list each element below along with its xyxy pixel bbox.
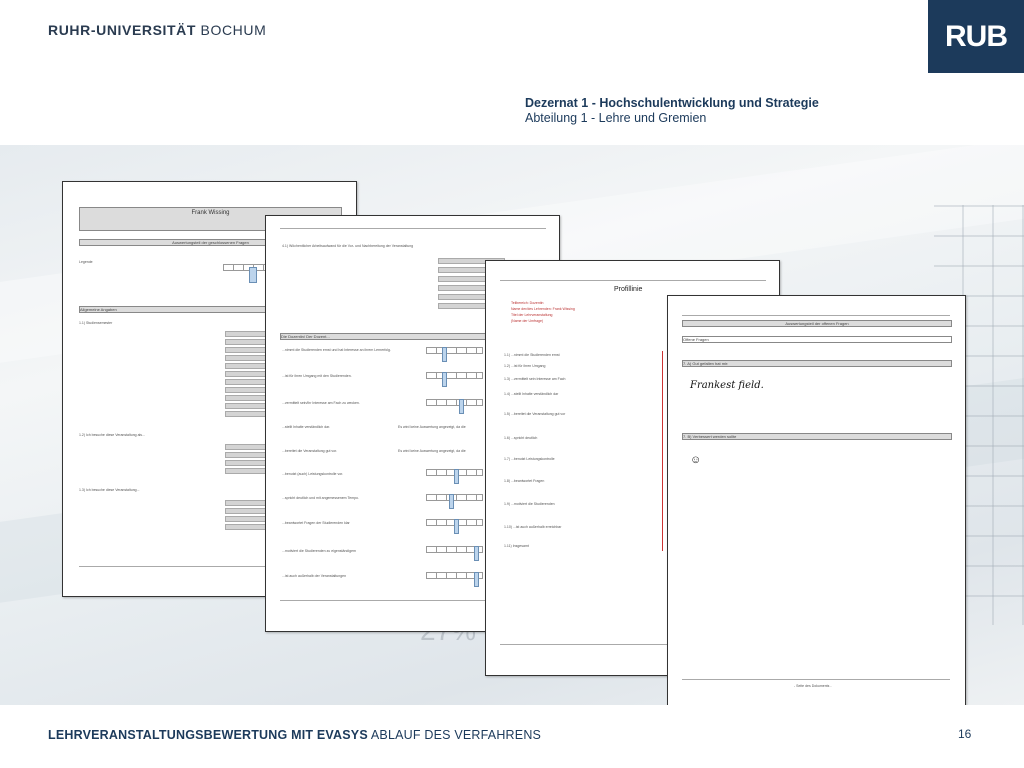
department-info	[525, 96, 819, 126]
rub-logo: RUB	[928, 0, 1024, 73]
question-label: ...ist für ihren Umgang mit den Studierenden.	[282, 374, 352, 378]
report-page-3: Profillinie Teilbereich: Dozentin Name der/des Lehrenden: Frank Wissing Titel der Lehrveranstaltung (Name der Umfrage) 1.1) ...nimmt die Studierenden ernst 1.2) ...ist für ihren Umgang 1.3) ...vermittelt sein Interesse am Fach 1.4) ...stellt Inhalte verständlich dar 1.5) ...bereitet die Veranstaltung gut vor 1.6) ...spricht deutlich 1.7) ...benutzt Leistungskontrolle 1.8) ...beantwortet Fragen 1.9) ...motiviert die Studierenden 1.10) ...ist auch außerhalb erreichbar 1.11) Insgesamt	[485, 260, 780, 676]
open-question: 7. A) Gut gefallen hat mir:	[682, 360, 952, 367]
question-label: 1.3) Ich besuche diese Veranstaltung...	[79, 488, 140, 492]
profile-title: Profillinie	[614, 286, 643, 293]
question-label: ...vermittelt sein/ihr Interesse am Fach zu wecken.	[282, 401, 360, 405]
department-line-2: Abteilung 1 - Lehre und Gremien	[525, 111, 707, 125]
report-page-2: 4.1) Wöchentlicher Arbeitsaufwand für die Vor- und Nachbereitung der Veranstaltung Die Dozentin/ Der Dozent... ...nimmt die Studierenden ernst und hat Interesse an ihrem Lernerfolg. ...ist für ihren Umgang mit den Studierenden. ...vermittelt sein/ihr Interesse am Fach zu wecken. ...stellt Inhalte verständlich dar. Es wird keine Auswertung angezeigt, da die ...bereitet die Veranstaltung gut vor. Es wird keine Auswertung angezeigt, da die ...benutzt (auch) Leistungskontrolle vor. ...spricht deutlich und mit angemessenem Tempo. ...beantwortet Fragen der Studierenden klar ...motiviert die Studierenden zu eigenständigem ...ist auch außerhalb der Veranstaltungen	[265, 215, 560, 632]
question-label: ...bereitet die Veranstaltung gut vor.	[282, 449, 338, 453]
section-header: Auswertungsteil der offenen Fragen	[682, 320, 952, 327]
section-header: Die Dozentin/ Der Dozent...	[280, 333, 548, 340]
page-number: 16	[958, 727, 972, 741]
section-header: Allgemeine Angaben	[79, 306, 342, 313]
open-question: 7. B) Verbessert werden sollte	[682, 433, 952, 440]
university-name: RUHR-UNIVERSITÄT BOCHUM	[48, 22, 267, 38]
smiley-answer: ☺	[690, 454, 702, 466]
question-label: ...spricht deutlich und mit angemessenem Tempo.	[282, 496, 359, 500]
open-questions-box: Offene Fragen	[682, 336, 952, 343]
report-page-4	[667, 295, 966, 711]
question-label: ...stellt Inhalte verständlich dar.	[282, 425, 331, 429]
footer-title: LEHRVERANSTALTUNGSBEWERTUNG MIT EVASYS ABLAUF DES VERFAHRENS	[48, 728, 542, 742]
question-label: ...nimmt die Studierenden ernst und hat Interesse an ihrem Lernerfolg.	[282, 348, 391, 352]
report-name: Frank Wissing	[191, 210, 230, 216]
legend-label: Legende	[79, 260, 93, 264]
page-footer: - Seite des Dokuments -	[794, 684, 832, 688]
handwritten-answer: Frankest field.	[690, 380, 764, 391]
question-label: 1.2) Ich besuche diese Veranstaltung als...	[79, 433, 145, 437]
department-line-1: Dezernat 1 - Hochschulentwicklung und Strategie	[525, 96, 819, 110]
question-label: 1.1) Studiensemester	[79, 321, 113, 325]
section-header: Auswertungsteil der geschlossenen Fragen	[79, 239, 342, 246]
